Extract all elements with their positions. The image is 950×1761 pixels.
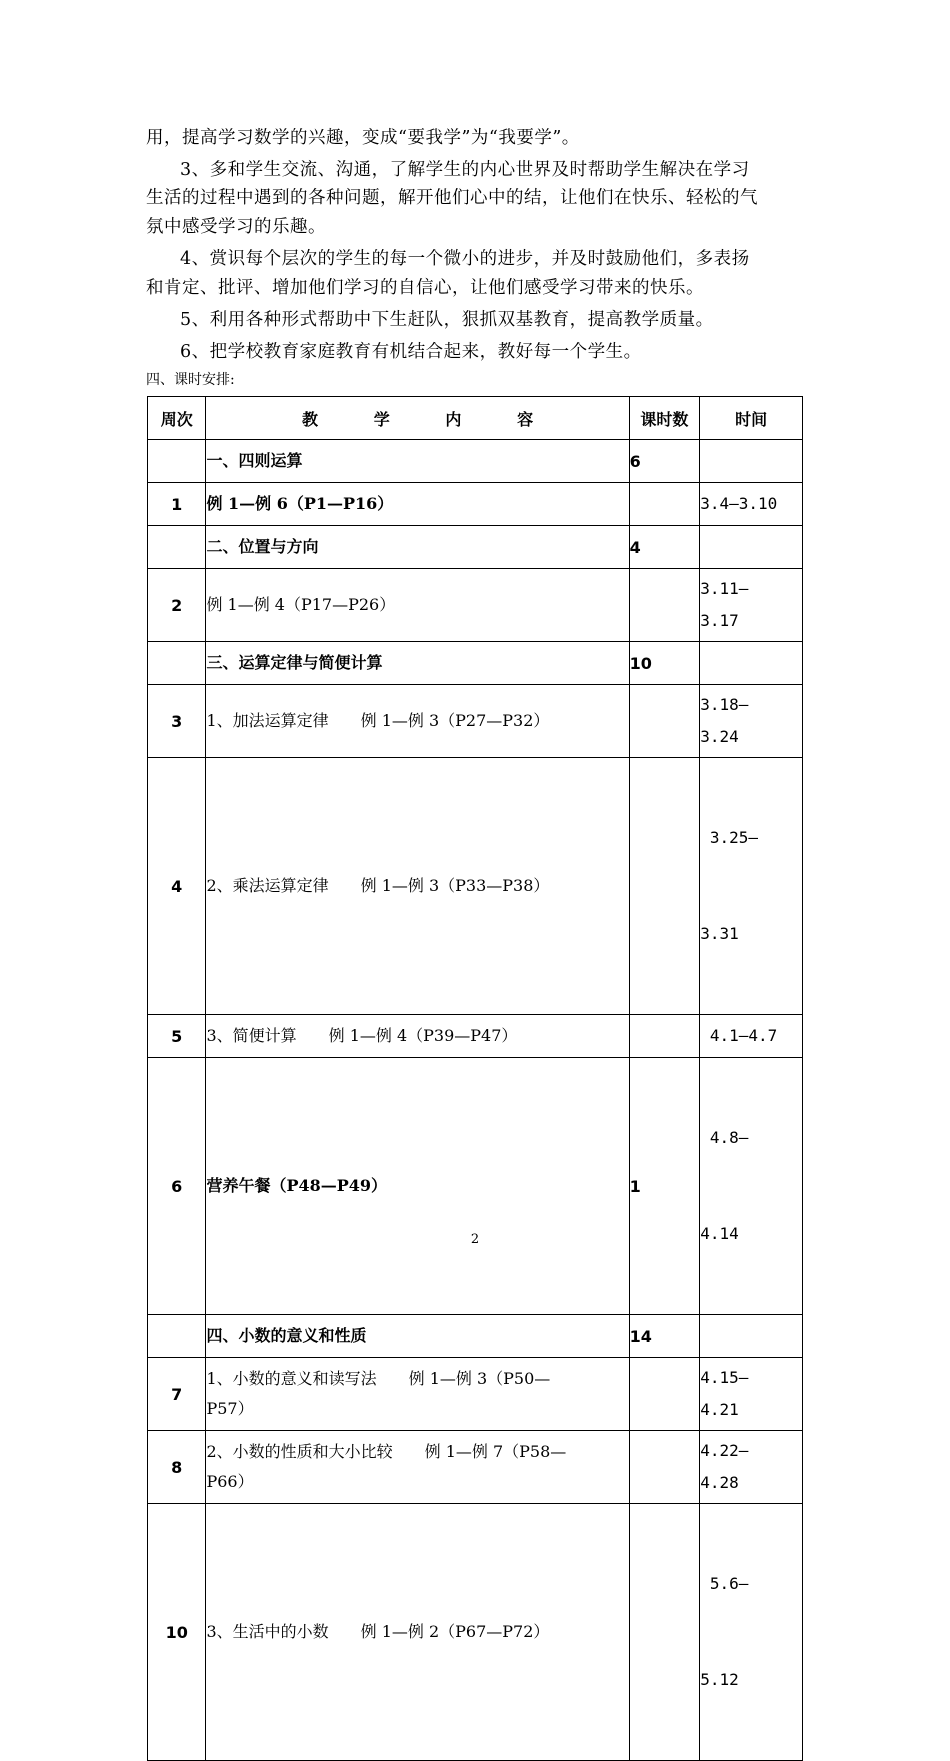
content-line: 2、小数的性质和大小比较 例 1—例 7（P58— <box>206 1442 567 1461</box>
content-line: 1、小数的意义和读写法 例 1—例 3（P50— <box>206 1369 551 1388</box>
content-line: P66） <box>206 1472 254 1491</box>
table-row <box>148 1315 803 1358</box>
table-row <box>148 642 803 685</box>
time-line: 4.28 <box>700 1473 739 1492</box>
time-line: 4.8— <box>700 1128 749 1147</box>
paragraph-line: 4、赏识每个层次的学生的每一个微小的进步，并及时鼓励他们，多表扬 <box>180 249 750 269</box>
time-line: 3.31 <box>700 924 739 943</box>
time-line: 3.11— <box>700 579 749 598</box>
content-cell <box>206 1358 629 1431</box>
time-line: 4.1—4.7 <box>700 1026 778 1045</box>
time-line: 3.17 <box>700 611 739 630</box>
week-cell: 6 <box>148 1058 206 1315</box>
content-cell: 例 1—例 4（P17—P26） <box>206 569 629 642</box>
content-cell <box>206 1431 629 1504</box>
table-row <box>148 526 803 569</box>
table-row <box>148 1504 803 1761</box>
week-cell: 5 <box>148 1015 206 1058</box>
paragraph-line: 3、多和学生交流、沟通，了解学生的内心世界及时帮助学生解决在学习 <box>180 160 750 180</box>
time-line: 5.12 <box>700 1670 739 1689</box>
paragraph-line: 生活的过程中遇到的各种问题，解开他们心中的结，让他们在快乐、轻松的气 <box>146 188 758 208</box>
content-cell: 二、位置与方向 <box>206 526 629 569</box>
page-number: 2 <box>470 1232 480 1247</box>
hours-cell: 6 <box>629 440 700 483</box>
week-cell <box>148 526 206 569</box>
time-cell <box>700 526 803 569</box>
content-cell: 营养午餐（P48—P49） <box>206 1058 629 1315</box>
time-line: 3.25— <box>700 828 758 847</box>
paragraph-line: 氛中感受学习的乐趣。 <box>146 217 326 237</box>
content-cell: 一、四则运算 <box>206 440 629 483</box>
table-row <box>148 1058 803 1315</box>
content-line: P57） <box>206 1399 254 1418</box>
time-cell <box>700 1315 803 1358</box>
hours-cell: 1 <box>629 1058 700 1315</box>
header-time: 时间 <box>700 397 803 440</box>
time-cell <box>700 440 803 483</box>
time-line: 4.15— <box>700 1368 749 1387</box>
time-cell <box>700 1504 803 1761</box>
time-cell <box>700 1015 803 1058</box>
hours-cell <box>629 1358 700 1431</box>
time-cell <box>700 758 803 1015</box>
time-line: 3.18— <box>700 695 749 714</box>
hours-cell: 10 <box>629 642 700 685</box>
time-cell <box>700 685 803 758</box>
paragraph-line: 5、利用各种形式帮助中下生赶队，狠抓双基教育，提高教学质量。 <box>180 310 714 330</box>
table-row <box>148 1431 803 1504</box>
time-cell <box>700 1358 803 1431</box>
content-cell: 三、运算定律与简便计算 <box>206 642 629 685</box>
content-cell: 2、乘法运算定律 例 1—例 3（P33—P38） <box>206 758 629 1015</box>
week-cell: 3 <box>148 685 206 758</box>
hours-cell <box>629 1015 700 1058</box>
schedule-table <box>147 396 803 1761</box>
table-row <box>148 483 803 526</box>
time-cell <box>700 1431 803 1504</box>
time-cell <box>700 483 803 526</box>
section-heading: 四、课时安排: <box>146 372 235 388</box>
hours-cell <box>629 1431 700 1504</box>
time-cell <box>700 569 803 642</box>
header-week: 周次 <box>148 397 206 440</box>
paragraph-line: 和肯定、批评、增加他们学习的自信心，让他们感受学习带来的快乐。 <box>146 278 704 298</box>
content-cell: 3、简便计算 例 1—例 4（P39—P47） <box>206 1015 629 1058</box>
paragraph-line: 用，提高学习数学的兴趣，变成“要我学”为“我要学”。 <box>146 128 580 148</box>
time-line: 3.24 <box>700 727 739 746</box>
table-row <box>148 1358 803 1431</box>
time-cell <box>700 1058 803 1315</box>
table-row <box>148 758 803 1015</box>
hours-cell <box>629 758 700 1015</box>
week-cell: 10 <box>148 1504 206 1761</box>
table-row <box>148 685 803 758</box>
time-line: 4.22— <box>700 1441 749 1460</box>
week-cell: 2 <box>148 569 206 642</box>
hours-cell: 14 <box>629 1315 700 1358</box>
time-cell <box>700 642 803 685</box>
table-row <box>148 569 803 642</box>
paragraph-line: 6、把学校教育家庭教育有机结合起来，教好每一个学生。 <box>180 342 642 362</box>
hours-cell <box>629 685 700 758</box>
week-cell: 4 <box>148 758 206 1015</box>
table-row <box>148 440 803 483</box>
content-cell: 例 1—例 6（P1—P16） <box>206 483 629 526</box>
hours-cell <box>629 1504 700 1761</box>
hours-cell <box>629 569 700 642</box>
time-line: 3.4—3.10 <box>700 494 778 513</box>
header-hours: 课时数 <box>629 397 700 440</box>
hours-cell <box>629 483 700 526</box>
week-cell: 8 <box>148 1431 206 1504</box>
time-line: 5.6— <box>700 1574 749 1593</box>
week-cell <box>148 440 206 483</box>
header-content: 教 学 内 容 <box>206 397 629 440</box>
week-cell: 1 <box>148 483 206 526</box>
content-cell: 四、小数的意义和性质 <box>206 1315 629 1358</box>
table-header-row <box>148 397 803 440</box>
week-cell <box>148 642 206 685</box>
hours-cell: 4 <box>629 526 700 569</box>
time-line: 4.14 <box>700 1224 739 1243</box>
time-line: 4.21 <box>700 1400 739 1419</box>
week-cell: 7 <box>148 1358 206 1431</box>
content-cell: 3、生活中的小数 例 1—例 2（P67—P72） <box>206 1504 629 1761</box>
week-cell <box>148 1315 206 1358</box>
content-cell: 1、加法运算定律 例 1—例 3（P27—P32） <box>206 685 629 758</box>
table-row <box>148 1015 803 1058</box>
